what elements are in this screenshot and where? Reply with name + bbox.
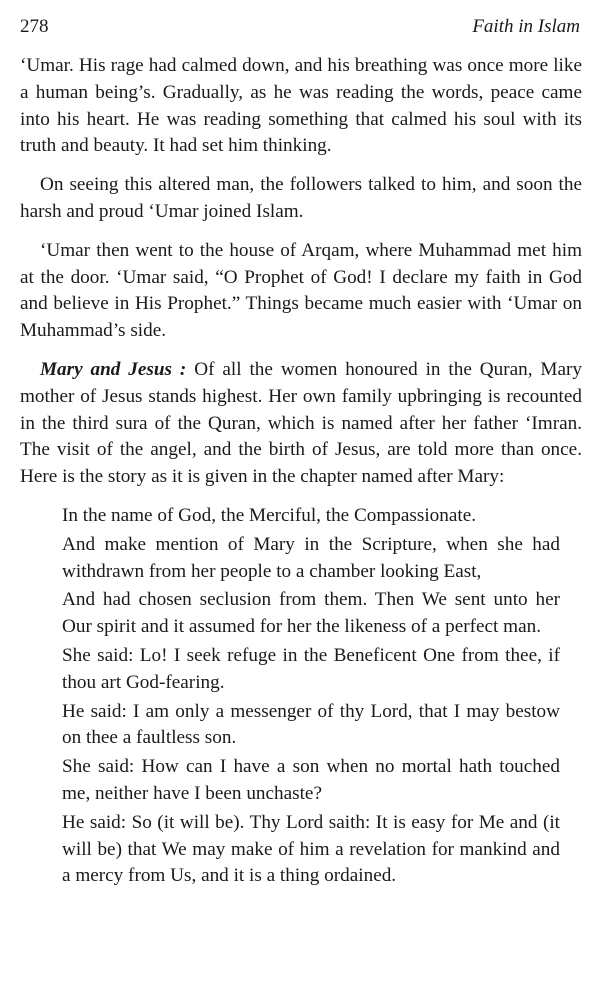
section-paragraph (20, 357, 582, 491)
page-number: 278 (20, 16, 49, 37)
quotation-verse: And had chosen seclusion from them. Then We sent unto her Our spirit and it assumed for her the likeness of a perfect man. (62, 589, 560, 638)
quotation-verse: He said: So (it will be). Thy Lord saith: It is easy for Me and (it will be) that We may make of him a revelation for mankind and a mercy from Us, and it is a thing ordained. (62, 811, 560, 887)
run-in-heading: Mary and Jesus : (40, 358, 187, 380)
quotation-verse: She said: How can I have a son when no mortal hath touched me, neither have I been unchaste? (62, 756, 560, 804)
quotation-verse: And make mention of Mary in the Scripture, when she had withdrawn from her people to a chamber looking East, (62, 533, 560, 582)
running-head (20, 14, 580, 40)
paragraph-continuation: ‘Umar. His rage had calmed down, and his breathing was once more like a human being’s. Gradually, as he was reading the words, peace came into his heart. He was reading something that calmed his soul with its truth and beauty. It had set him thinking. (20, 55, 582, 157)
paragraph: ‘Umar then went to the house of Arqam, where Muhammad met him at the door. ‘Umar said, “O Prophet of God! I declare my faith in God and believe in His Prophet.” Things became much easier with ‘Umar on Muhammad’s side. (20, 239, 582, 342)
body-text (20, 53, 582, 892)
quotation-verse: He said: I am only a messenger of thy Lord, that I may bestow on thee a faultless son. (62, 700, 560, 749)
quotation-verse: In the name of God, the Merciful, the Compassionate. (62, 504, 477, 526)
running-title: Faith in Islam (472, 16, 580, 37)
section-text: Of all the women honoured in the Quran, Mary mother of Jesus stands highest. Her own family upbringing is recounted in the third sura of the Quran, which is named after her father ‘Imran. The visit of the angel, and the birth of Jesus, are told more than once. Here is the story as it is given in the chapter named after Mary: (20, 358, 582, 488)
block-quotation (62, 503, 560, 890)
paragraph: On seeing this altered man, the followers talked to him, and soon the harsh and proud ‘Umar joined Islam. (20, 174, 582, 222)
quotation-verse: She said: Lo! I seek refuge in the Beneficent One from thee, if thou art God-fearing. (62, 644, 560, 693)
